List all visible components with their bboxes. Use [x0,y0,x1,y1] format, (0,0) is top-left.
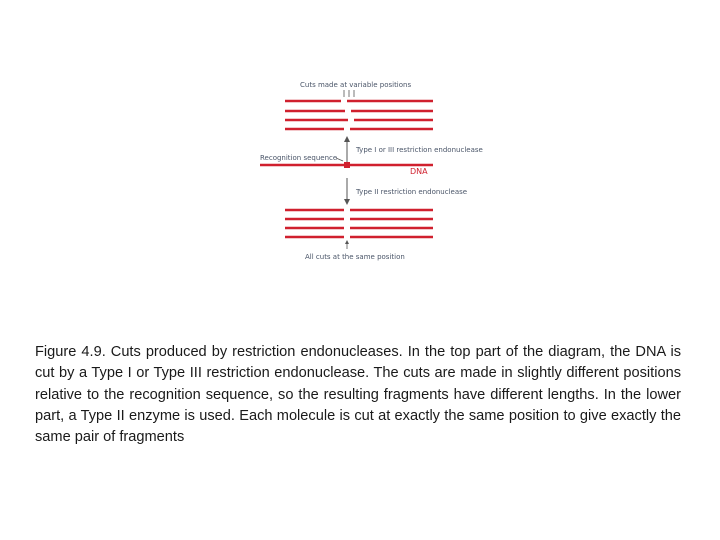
label-type1-3: Type I or III restriction endonuclease [356,146,483,154]
figure-caption: Figure 4.9. Cuts produced by restriction endonucleases. In the top part of the diagram, the DNA is cut by a Type I or Type III restriction endonuclease. The cuts are made in slightly different positions relative to the recognition sequence, so the resulting fragments have different lengths. In the lower part, a Type II enzyme is used. Each molecule is cut at exactly the same position to give exactly the same pair of fragments [35,344,681,446]
bottom-dna-strands [285,210,433,237]
variable-cut-arrows [344,90,354,97]
arrow-up-type13 [344,136,350,163]
label-type2: Type II restriction endonuclease [356,188,468,196]
same-cut-arrow [345,240,349,249]
label-recognition-sequence: Recognition sequence [260,154,338,162]
arrow-down-type2 [344,178,350,205]
recognition-site-marker [344,162,350,168]
top-dna-strands [285,101,433,129]
label-variable-cuts: Cuts made at variable positions [300,81,412,89]
label-dna: DNA [410,167,428,176]
label-same-position: All cuts at the same position [305,253,405,261]
